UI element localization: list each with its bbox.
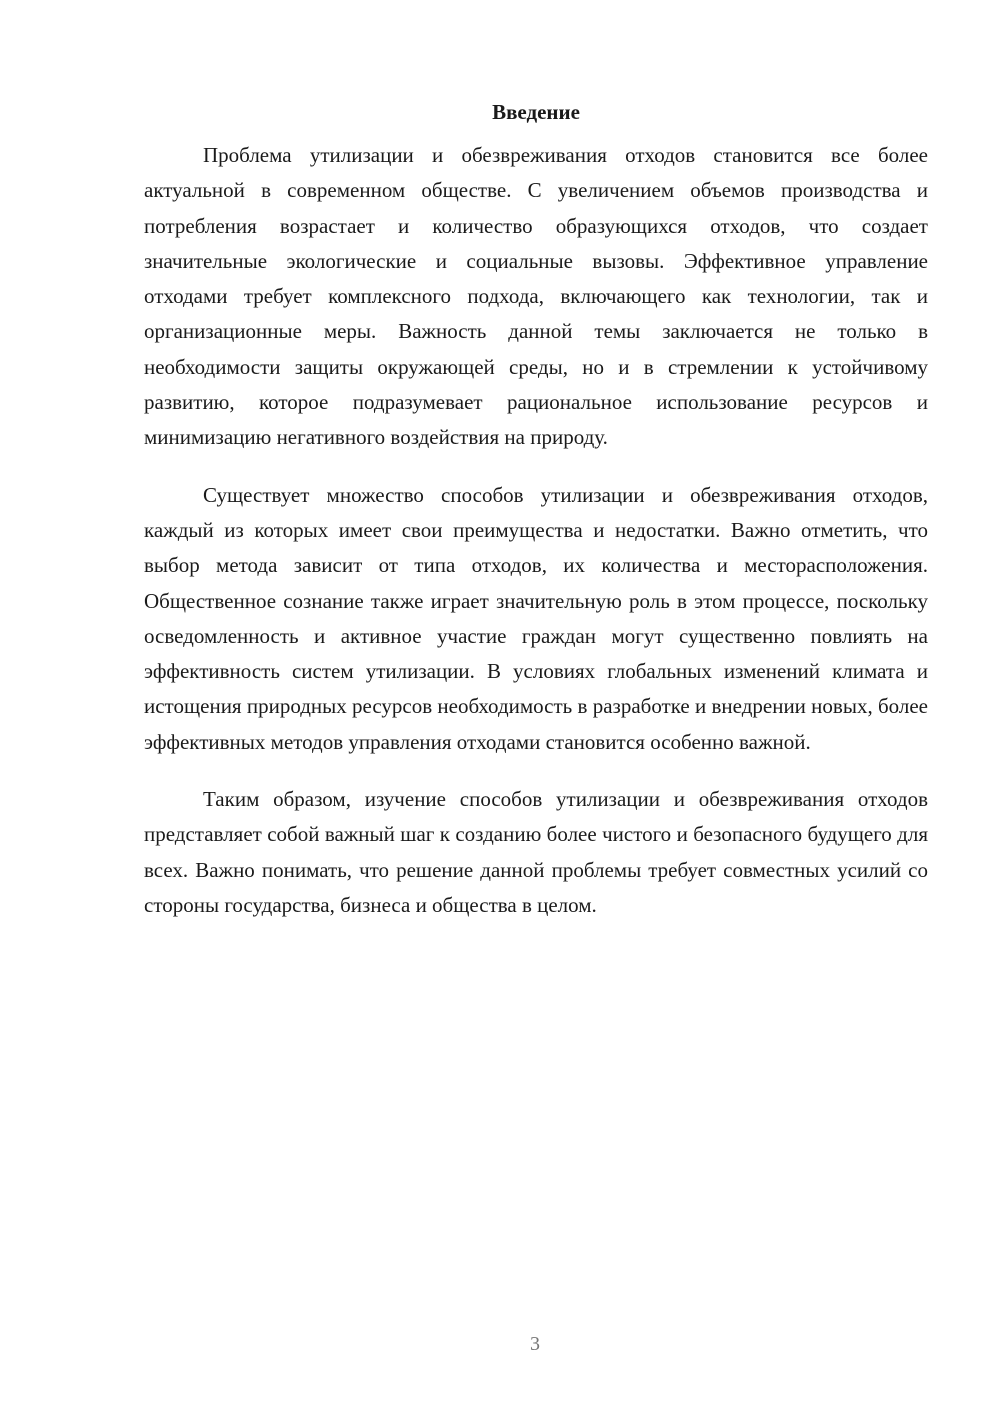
section-heading: Введение (492, 100, 580, 124)
page-content (144, 96, 928, 945)
page-number: 3 (530, 1333, 540, 1355)
paragraph-1: Проблема утилизации и обезвреживания отходов становится все более актуальной в современном обществе. С увеличением объемов производства и потребления возрастает и количество образующихся отходов, что создает значительные экологические и социальные вызовы. Эффективное управление отходами требует комплексного подхода, включающего как технологии, так и организационные меры. Важность данной темы заключается не только в необходимости защиты окружающей среды, но и в стремлении к устойчивому развитию, которое подразумевает рациональное использование ресурсов и минимизацию негативного воздействия на природу. (144, 143, 928, 450)
paragraph-3: Таким образом, изучение способов утилизации и обезвреживания отходов представляет собой важный шаг к созданию более чистого и безопасного будущего для всех. Важно понимать, что решение данной проблемы требует совместных усилий со стороны государства, бизнеса и общества в целом. (144, 787, 928, 917)
paragraph-2: Существует множество способов утилизации и обезвреживания отходов, каждый из которых имеет свои преимущества и недостатки. Важно отметить, что выбор метода зависит от типа отходов, их количества и месторасположения. Общественное сознание также играет значительную роль в этом процессе, поскольку осведомленность и активное участие граждан могут существенно повлиять на эффективность систем утилизации. В условиях глобальных изменений климата и истощения природных ресурсов необходимость в разработке и внедрении новых, более эффективных методов управления отходами становится особенно важной. (144, 482, 928, 754)
